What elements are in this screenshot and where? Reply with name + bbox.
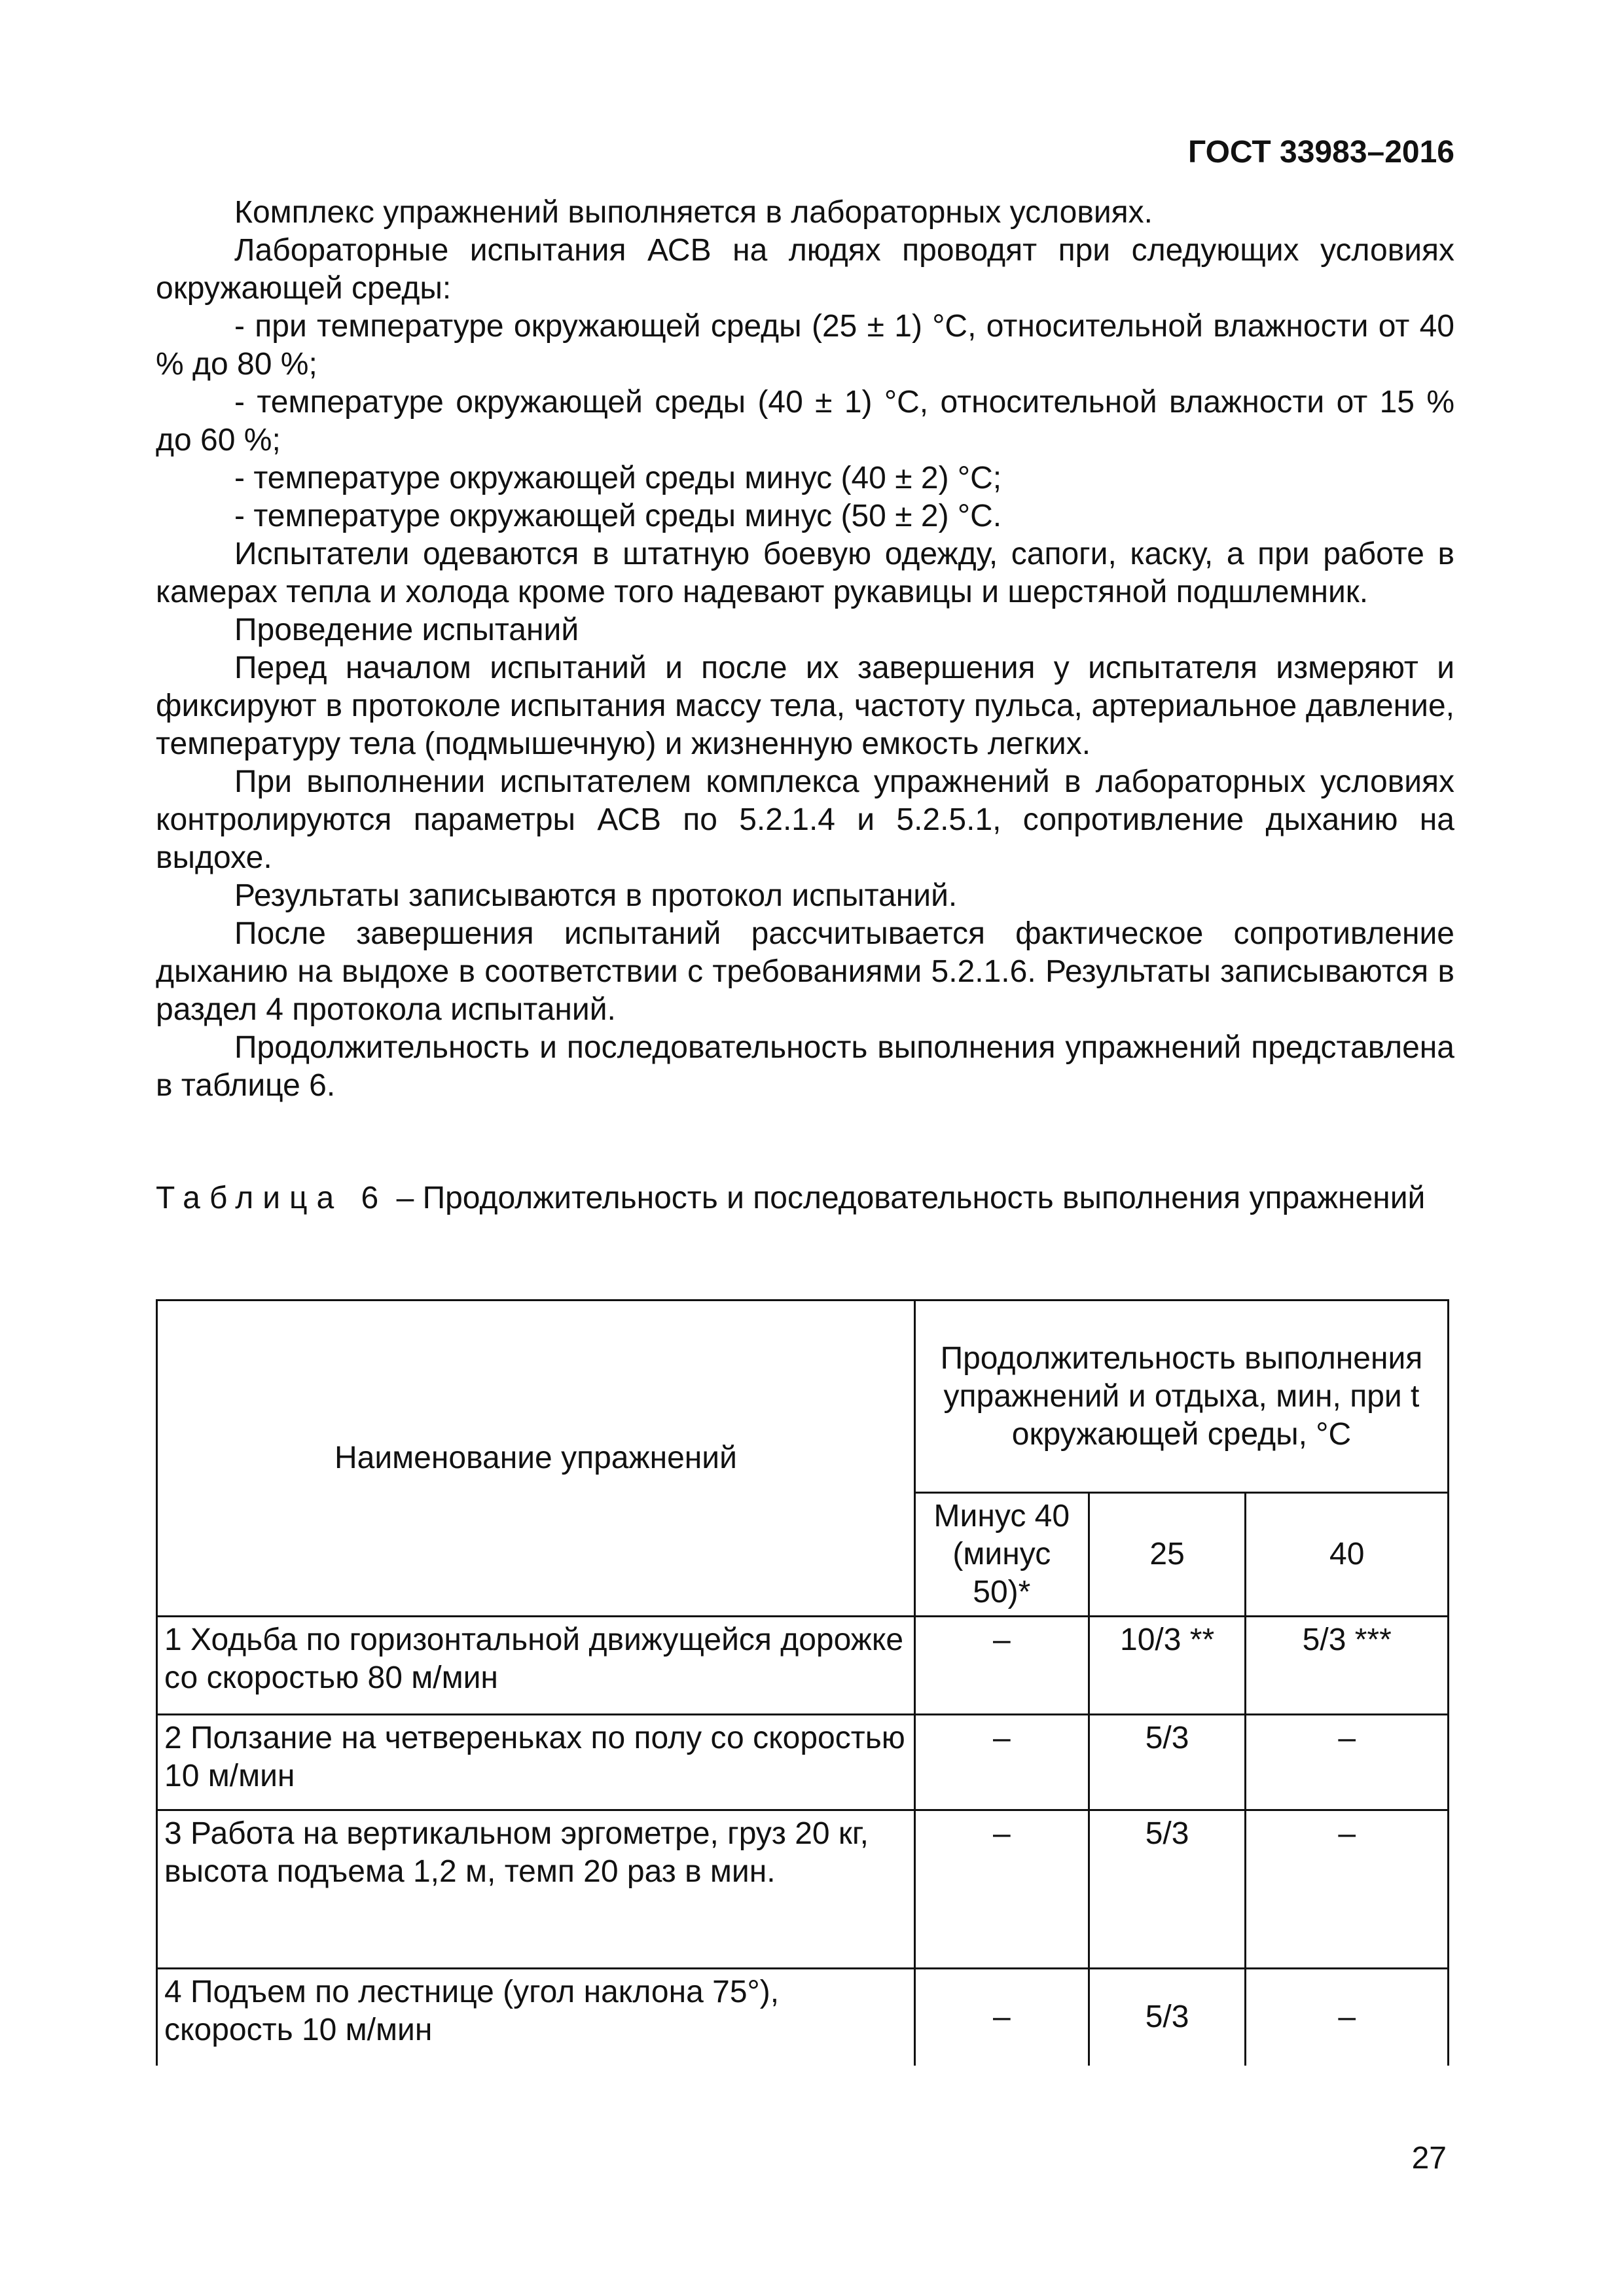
- row-value-40: –: [1246, 1969, 1449, 2066]
- table-row: [157, 1715, 1449, 1810]
- paragraph: Перед началом испытаний и после их завершения у испытателя измеряют и фиксируют в протоколе испытания массу тела, частоту пульса, артериальное давление, температуру тела (подмышечную) и жизненную емкость легких.: [156, 651, 1454, 761]
- row-value-25: 10/3 **: [1089, 1617, 1246, 1715]
- paragraph: Лабораторные испытания АСВ на людях проводят при следующих условиях окружающей среды:: [156, 233, 1454, 306]
- table-row: [157, 1617, 1449, 1715]
- row-value-25: 5/3: [1089, 1715, 1246, 1810]
- row-name: 3 Работа на вертикальном эргометре, груз 20 кг, высота подъема 1,2 м, темп 20 раз в мин.: [157, 1810, 915, 1969]
- row-value-minus40: –: [914, 1617, 1089, 1715]
- row-value-40: –: [1246, 1810, 1449, 1969]
- row-value-25: 5/3: [1089, 1810, 1246, 1969]
- table-caption-text: – Продолжительность и последовательность выполнения упражнений: [388, 1181, 1426, 1215]
- table-caption: [156, 1179, 1454, 1217]
- paragraph: Результаты записываются в протокол испытаний.: [234, 878, 958, 913]
- list-item: - температуре окружающей среды минус (50 ± 2) °С.: [234, 499, 1002, 533]
- row-value-40: 5/3 ***: [1246, 1617, 1449, 1715]
- sub-header-25: 25: [1089, 1493, 1246, 1617]
- row-name: 4 Подъем по лестнице (угол наклона 75°), скорость 10 м/мин: [157, 1969, 915, 2066]
- paragraph: При выполнении испытателем комплекса упражнений в лабораторных условиях контролируются параметры АСВ по 5.2.1.4 и 5.2.5.1, сопротивление дыханию на выдохе.: [156, 764, 1454, 875]
- paragraph: Продолжительность и последовательность выполнения упражнений представлена в таблице 6.: [156, 1030, 1454, 1103]
- table-row: [157, 1969, 1449, 2066]
- row-value-minus40: –: [914, 1715, 1089, 1810]
- list-item: - температуре окружающей среды минус (40 ± 2) °С;: [234, 461, 1002, 495]
- exercise-table: [156, 1299, 1449, 2066]
- list-item: - температуре окружающей среды (40 ± 1) °С, относительной влажности от 15 % до 60 %;: [156, 385, 1454, 457]
- paragraph: Комплекс упражнений выполняется в лабораторных условиях.: [234, 195, 1153, 230]
- paragraph: Испытатели одеваются в штатную боевую одежду, сапоги, каску, а при работе в камерах тепла и холода кроме того надевают рукавицы и шерстяной подшлемник.: [156, 537, 1454, 609]
- section-heading: Проведение испытаний: [234, 613, 579, 647]
- row-value-25: 5/3: [1089, 1969, 1246, 2066]
- sub-header-minus40: Минус 40 (минус 50)*: [914, 1493, 1089, 1617]
- page-number: 27: [1411, 2141, 1447, 2176]
- row-name: 1 Ходьба по горизонтальной движущейся дорожке со скоростью 80 м/мин: [157, 1617, 915, 1715]
- sub-header-40: 40: [1246, 1493, 1449, 1617]
- col-header-group: Продолжительность выполнения упражнений и отдыха, мин, при t окружающей среды, °С: [914, 1300, 1448, 1493]
- list-item: - при температуре окружающей среды (25 ± 1) °С, относительной влажности от 40 % до 80 %;: [156, 309, 1454, 382]
- row-value-minus40: –: [914, 1810, 1089, 1969]
- row-name: 2 Ползание на четвереньках по полу со скоростью 10 м/мин: [157, 1715, 915, 1810]
- col-header-name: Наименование упражнений: [157, 1300, 915, 1617]
- table-caption-label: Таблица 6: [156, 1181, 388, 1215]
- paragraph: После завершения испытаний рассчитывается фактическое сопротивление дыханию на выдохе в соответствии с требованиями 5.2.1.6. Результаты записываются в раздел 4 протокола испытаний.: [156, 916, 1454, 1027]
- document-header: ГОСТ 33983–2016: [1188, 135, 1454, 170]
- table-row: [157, 1810, 1449, 1969]
- row-value-40: –: [1246, 1715, 1449, 1810]
- body-text: [156, 194, 1454, 1105]
- row-value-minus40: –: [914, 1969, 1089, 2066]
